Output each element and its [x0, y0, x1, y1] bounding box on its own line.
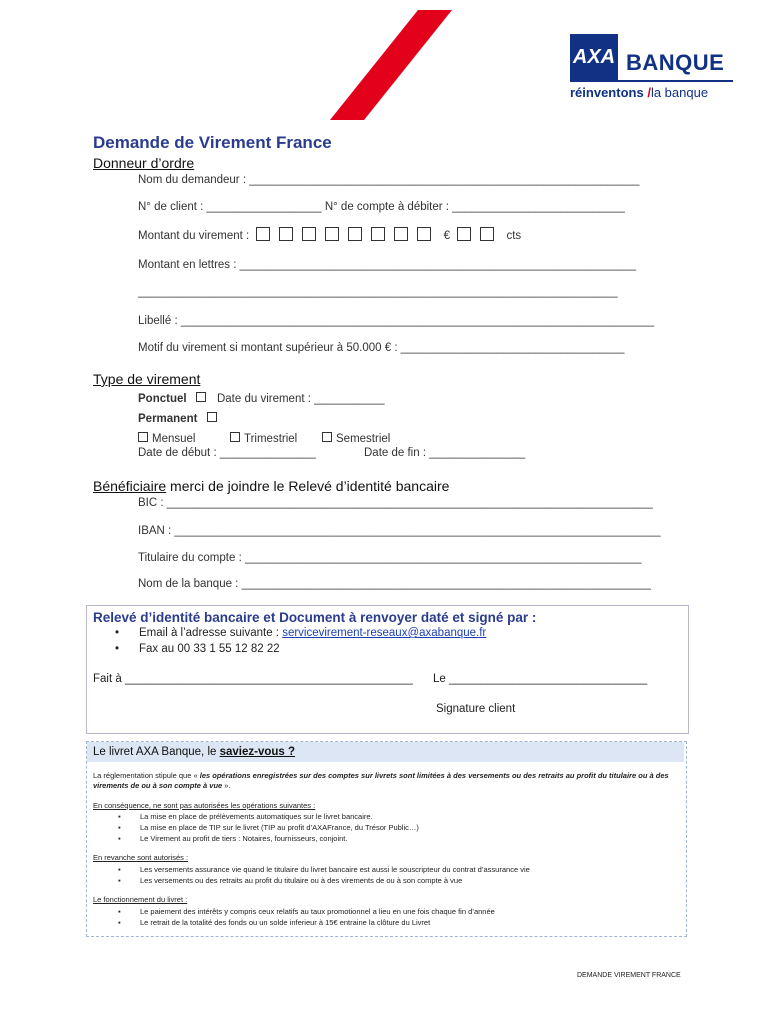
digit-box[interactable]: [325, 227, 339, 241]
digit-box[interactable]: [256, 227, 270, 241]
logo-mark: AXA: [572, 46, 616, 68]
list-item: [118, 876, 462, 885]
semestriel-option: [322, 432, 390, 445]
date-virement-field[interactable]: Date du virement : ___________: [216, 393, 385, 405]
bullet-icon: •: [115, 627, 120, 639]
cents-box[interactable]: [457, 227, 471, 241]
list-item: [118, 834, 347, 843]
list-item: [118, 918, 430, 927]
mensuel-checkbox[interactable]: [138, 432, 148, 442]
bullet-icon: ▪: [118, 876, 121, 885]
beneficiaire-heading-label: Bénéficiaire: [93, 478, 167, 494]
semestriel-checkbox[interactable]: [322, 432, 332, 442]
nom-banque-field[interactable]: Nom de la banque : ________________________________________________________________: [138, 578, 651, 590]
montant-label: Montant du virement :: [138, 230, 250, 242]
bullet-icon: ▪: [118, 812, 121, 821]
motif-field[interactable]: Motif du virement si montant supérieur à 50.000 € : ___________________________________: [138, 342, 625, 354]
fait-a-field[interactable]: Fait à _____________________________________________: [93, 673, 413, 685]
list-item-text: Le retrait de la totalité des fonds ou un solde inferieur à 15€ entraine la clôture du Livret: [140, 918, 431, 927]
tagline-slash: /: [647, 85, 651, 100]
section-type-heading: Type de virement: [93, 371, 201, 387]
section-donneur-heading: Donneur d’ordre: [93, 155, 195, 171]
livret-heading-text: Le livret AXA Banque, le: [93, 746, 220, 758]
libelle-field[interactable]: Libellé : __________________________________________________________________________: [138, 315, 655, 327]
fax-item: [115, 643, 280, 655]
trimestriel-label: Trimestriel: [244, 433, 298, 445]
para-pre: La réglementation stipule que «: [93, 771, 200, 780]
page-footer: DEMANDE VIREMENT FRANCE: [577, 972, 681, 979]
list-item-text: La mise en place de TIP sur le livret (TIP au profit d’AXAFrance, du Trésor Public…): [140, 823, 419, 832]
list-item: [118, 823, 419, 832]
permanent-checkbox[interactable]: [207, 412, 217, 422]
tagline-rest: la banque: [650, 85, 709, 100]
permanent-label: Permanent: [138, 413, 198, 425]
montant-digit-boxes[interactable]: [256, 230, 443, 242]
bic-field[interactable]: BIC : ____________________________________________________________________________: [138, 497, 653, 509]
para-quote: les opérations enregistrées sur des comptes sur livrets sont limitées à des versements ou des retraits au profit du titulaire ou à des virements de ou à son compte à vue: [93, 771, 669, 790]
lettres-field[interactable]: Montant en lettres : ______________________________________________________________: [138, 259, 637, 271]
logo-name: BANQUE: [626, 50, 725, 75]
cents-box[interactable]: [480, 227, 494, 241]
logo-rule: [570, 80, 733, 82]
permanent-row: [138, 412, 221, 425]
page-title: Demande de Virement France: [93, 133, 332, 152]
fax-label: Fax au 00 33 1 55 12 82 22: [139, 643, 280, 655]
email-item: [115, 627, 486, 639]
signature-label: Signature client: [436, 703, 516, 715]
list-item-text: Les versements assurance vie quand le titulaire du livret bancaire est aussi le souscripteur du contrat d’assurance vie: [140, 865, 530, 874]
date-le-field[interactable]: Le _______________________________: [433, 673, 648, 685]
semestriel-label: Semestriel: [336, 433, 391, 445]
ponctuel-row: [138, 392, 384, 405]
para-post: ».: [222, 781, 231, 790]
section-beneficiaire-heading: [93, 478, 449, 494]
beneficiaire-heading-note: merci de joindre le Relevé d’identité bancaire: [166, 478, 450, 494]
ponctuel-checkbox[interactable]: [196, 392, 206, 402]
email-link[interactable]: servicevirement-reseaux@axabanque.fr: [282, 627, 487, 639]
saviez-vous-label: saviez-vous ?: [219, 746, 296, 758]
montant-row: [138, 227, 521, 242]
livret-reglementation-paragraph: [93, 771, 679, 791]
livret-h2: En revanche sont autorisés :: [93, 853, 189, 862]
trimestriel-checkbox[interactable]: [230, 432, 240, 442]
digit-box[interactable]: [279, 227, 293, 241]
nom-field[interactable]: Nom du demandeur : _____________________________________________________________: [138, 174, 640, 186]
list-item: [118, 865, 530, 874]
cts-label: cts: [506, 230, 522, 242]
livret-h1: En conséquence, ne sont pas autorisées les opérations suivantes :: [93, 801, 316, 810]
list-item-text: Le Virement au profit de tiers : Notaires, fournisseurs, conjoint.: [140, 834, 348, 843]
brand-stripe-graphic: [330, 10, 455, 120]
bullet-icon: ▪: [118, 823, 121, 832]
digit-box[interactable]: [302, 227, 316, 241]
frequence-row: [138, 432, 195, 445]
livret-info-heading: [93, 746, 295, 758]
email-label: Email à l’adresse suivante :: [139, 627, 283, 639]
euro-sign: €: [443, 230, 451, 242]
date-fin-field[interactable]: Date de fin : _______________: [364, 447, 526, 459]
list-item-text: Les versements ou des retraits au profit du titulaire ou à des virements de ou à son compte à vue: [140, 876, 463, 885]
titulaire-field[interactable]: Titulaire du compte : ______________________________________________________________: [138, 552, 642, 564]
bullet-icon: •: [115, 643, 120, 655]
bullet-icon: ▪: [118, 834, 121, 843]
digit-box[interactable]: [394, 227, 408, 241]
digit-box[interactable]: [348, 227, 362, 241]
bullet-icon: ▪: [118, 918, 121, 927]
date-debut-field[interactable]: Date de début : _______________: [138, 447, 316, 459]
bullet-icon: ▪: [118, 907, 121, 916]
list-item: [118, 907, 495, 916]
mensuel-label: Mensuel: [152, 433, 196, 445]
list-item: [118, 812, 373, 821]
tagline-bold: réinventons: [570, 85, 644, 100]
client-account-field[interactable]: N° de client : __________________ N° de compte à débiter : ___________________________: [138, 201, 625, 213]
bullet-icon: ▪: [118, 865, 121, 874]
ponctuel-label: Ponctuel: [138, 393, 187, 405]
digit-box[interactable]: [417, 227, 431, 241]
logo-tagline: [570, 85, 708, 100]
axa-logo: [570, 34, 618, 80]
list-item-text: Le paiement des intérêts y compris ceux relatifs au taux promotionnel a lieu en une fois chaque fin d’année: [140, 907, 495, 916]
lettres-field-line2[interactable]: ___________________________________________________________________________: [138, 286, 618, 298]
digit-box[interactable]: [371, 227, 385, 241]
list-item-text: La mise en place de prélèvements automatiques sur le livret bancaire.: [140, 812, 373, 821]
trimestriel-option: [230, 432, 297, 445]
envoi-heading: Relevé d’identité bancaire et Document à renvoyer daté et signé par :: [93, 610, 537, 625]
iban-field[interactable]: IBAN : ____________________________________________________________________________: [138, 525, 661, 537]
livret-h3: Le fonctionnement du livret :: [93, 895, 188, 904]
